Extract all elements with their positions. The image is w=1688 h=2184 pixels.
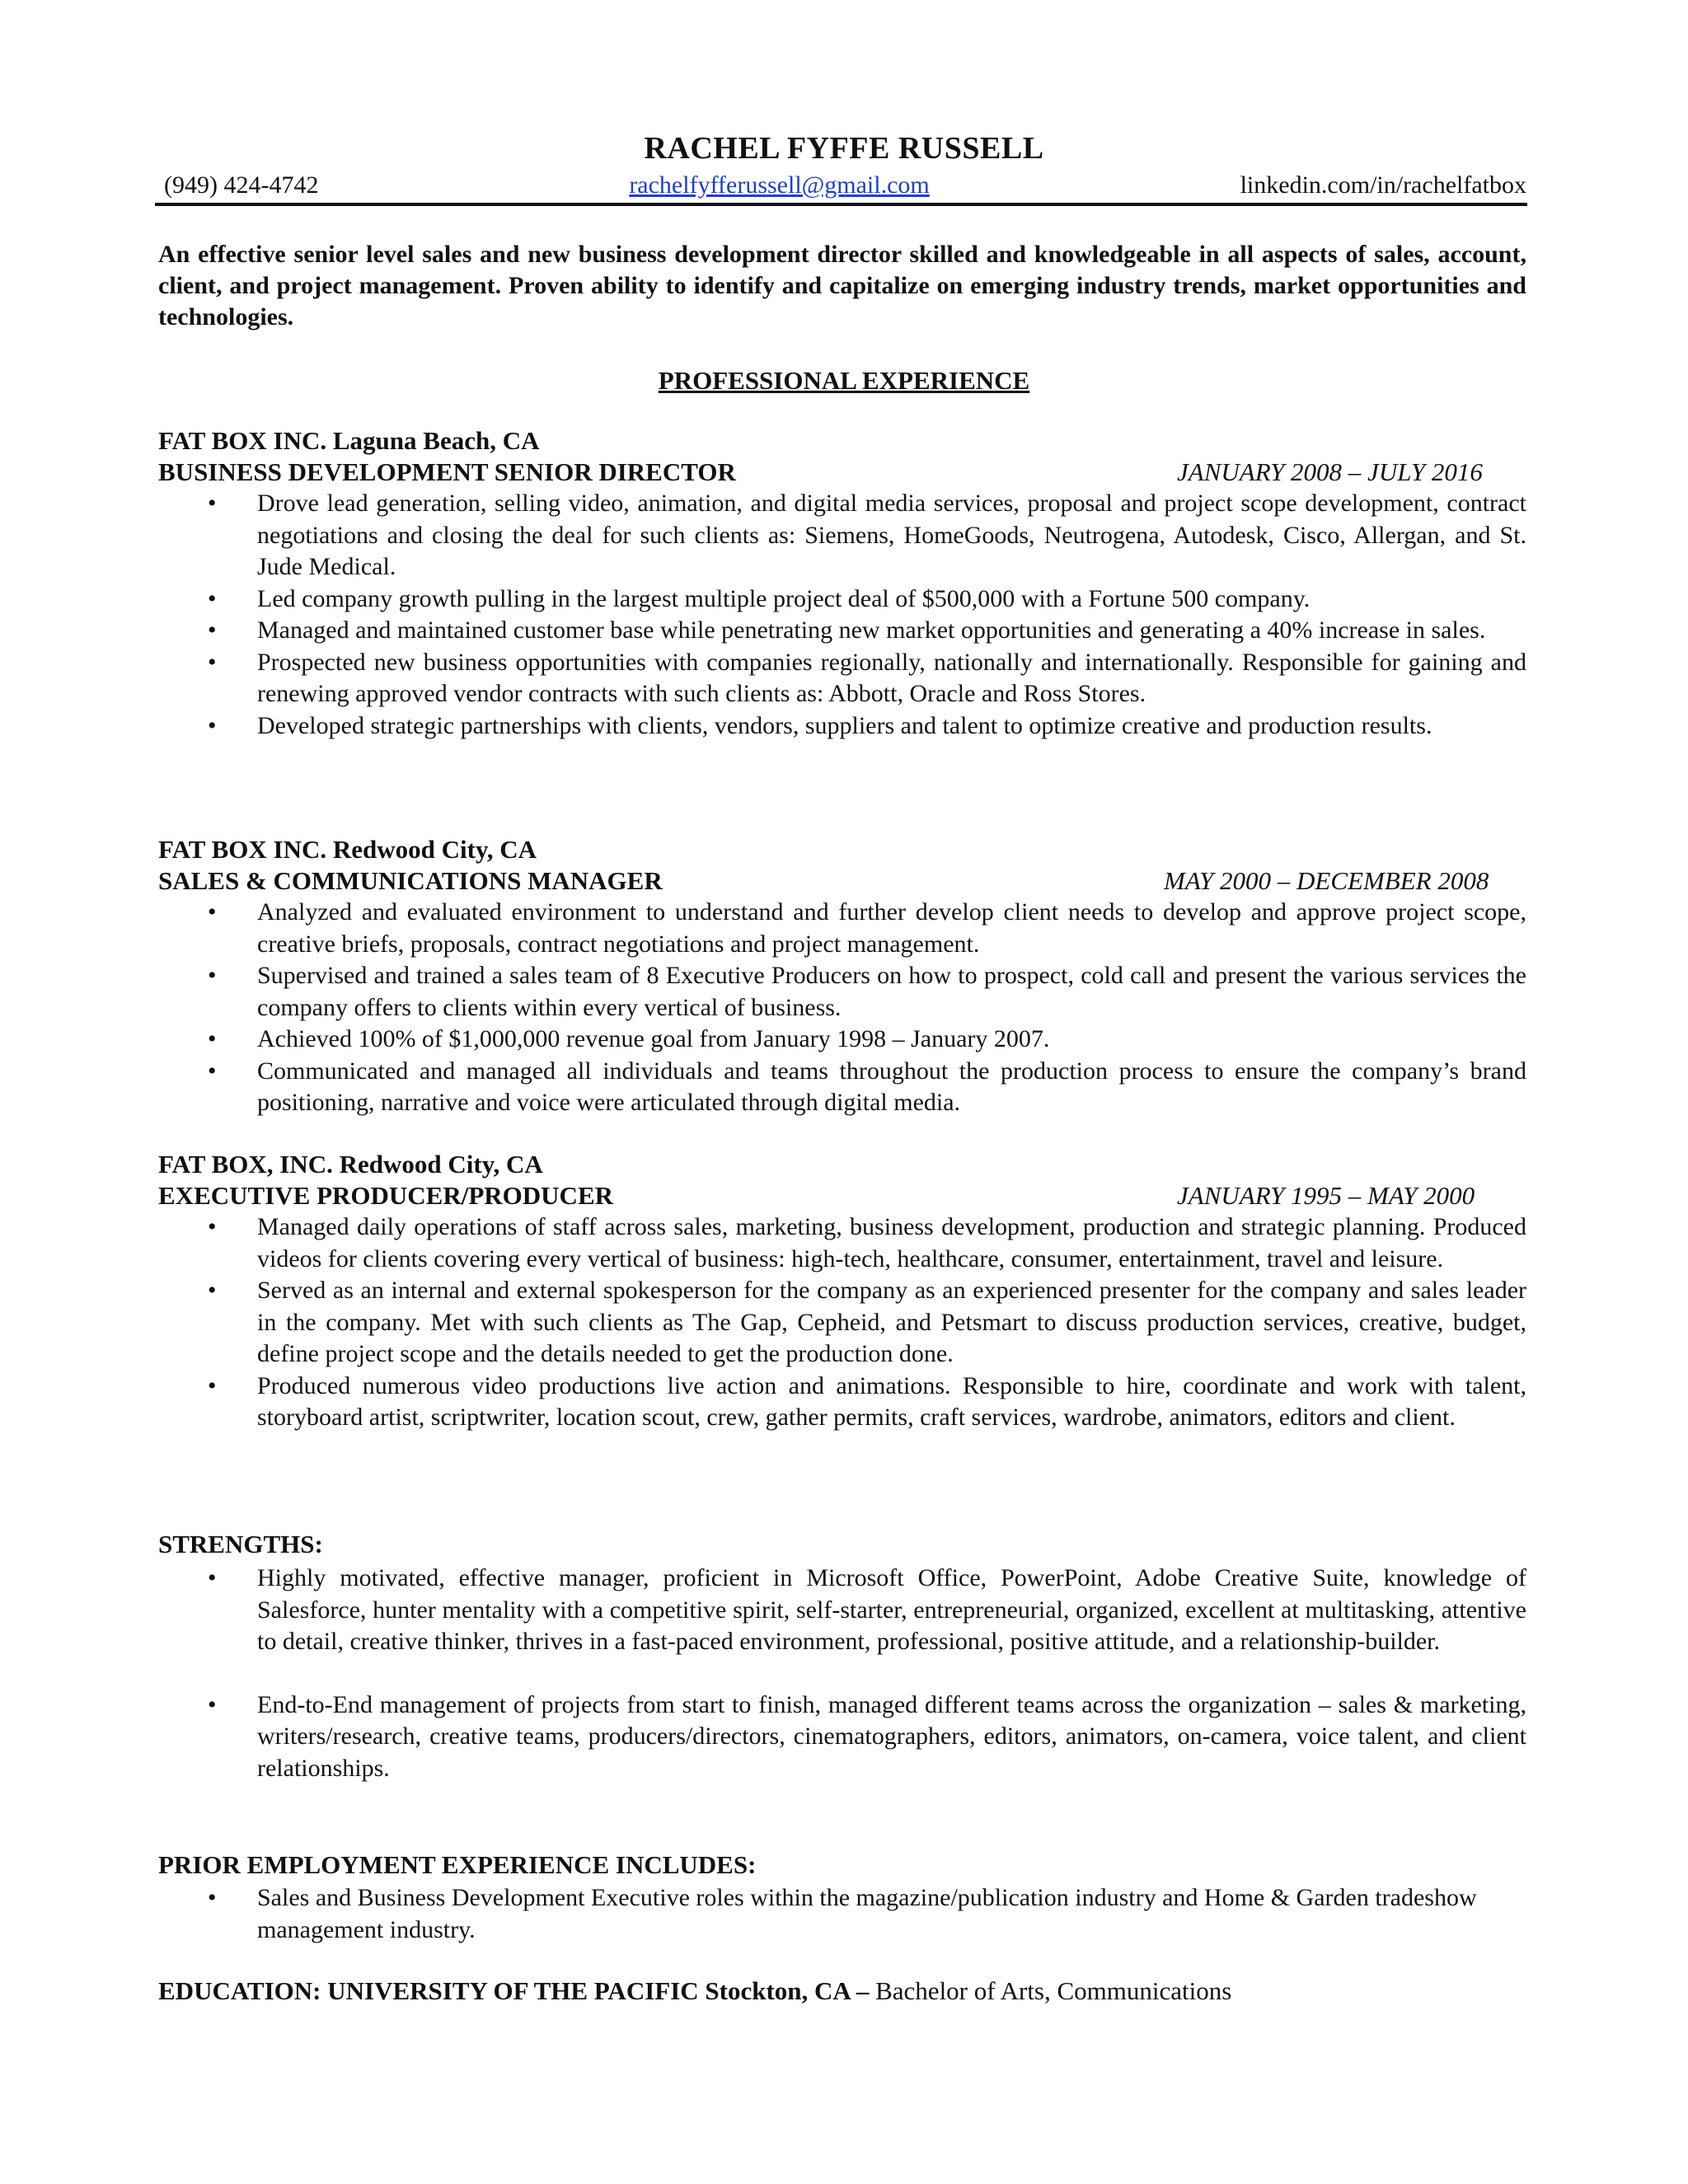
bullet-icon: • — [208, 1025, 217, 1052]
bullet-icon: • — [208, 1057, 217, 1085]
bullet-icon: • — [208, 1690, 217, 1718]
bullet-icon: • — [208, 1371, 217, 1399]
bullet-icon: • — [208, 711, 217, 739]
list-item: • Analyzed and evaluated environment to understand and further develop client needs to develop and approve project scope, creative briefs, proposals, contract negotiations and project management. — [208, 898, 1526, 958]
contact-bar — [164, 171, 1526, 199]
prior-employment-heading: PRIOR EMPLOYMENT EXPERIENCE INCLUDES: — [158, 1850, 757, 1879]
bullet-icon: • — [208, 1213, 217, 1240]
bullet-icon: • — [208, 1277, 217, 1304]
list-item: • Managed and maintained customer base while penetrating new market opportunities and generating a 40% increase in sales. — [158, 615, 1526, 647]
strengths-heading: STRENGTHS: — [158, 1530, 323, 1558]
list-item: • Served as an internal and external spokesperson for the company as an experienced presenter for the company and sales leader in the company. Met with such clients as The Gap, Cepheid, and Petsmart to discuss production services, creative, budget, define project scope and the details needed to get the production done. — [208, 1277, 1526, 1367]
bullet-icon: • — [208, 584, 217, 612]
section-title-experience: PROFESSIONAL EXPERIENCE — [658, 366, 1030, 395]
job-bullets — [158, 1212, 1526, 1434]
job-company: FAT BOX INC. Laguna Beach, CA — [158, 426, 540, 455]
bullet-icon: • — [208, 490, 217, 517]
list-item: • Sales and Business Development Executive roles within the magazine/publication industry and Home & Garden tradeshow management industry. — [208, 1884, 1477, 1943]
candidate-name: RACHEL FYFFE RUSSELL — [644, 131, 1044, 166]
list-item: • Highly motivated, effective manager, proficient in Microsoft Office, PowerPoint, Adobe Creative Suite, knowledge of Salesforce, hunter mentality with a competitive spirit, self-starter, entrepreneurial, organized, excellent at multitasking, attentive to detail, creative thinker, thrives in a fast-paced environment, professional, positive attitude, and a relationship-builder. — [208, 1564, 1526, 1655]
header-divider — [155, 203, 1527, 206]
job-title: SALES & COMMUNICATIONS MANAGER — [158, 866, 663, 895]
job-entry — [158, 1149, 1526, 1434]
job-title-row — [158, 1180, 1526, 1212]
bullet-icon: • — [208, 962, 217, 989]
job-entry — [158, 834, 1526, 1119]
bullet-icon: • — [208, 1884, 217, 1911]
job-title-row — [158, 865, 1526, 897]
list-item: • End-to-End management of projects from start to finish, managed different teams across the organization – sales & marketing, writers/research, creative teams, producers/directors, cinematographers, editors, animators, on-camera, voice talent, and client relationships. — [208, 1690, 1526, 1782]
prior-employment-list — [158, 1882, 1493, 1946]
list-item: • Prospected new business opportunities with companies regionally, nationally and internationally. Responsible for gaining and renewing approved vendor contracts with such clients as: Abbott, Oracle and Ross Stores. — [208, 648, 1526, 707]
job-company: FAT BOX INC. Redwood City, CA — [158, 835, 537, 864]
job-title: BUSINESS DEVELOPMENT SENIOR DIRECTOR — [158, 457, 736, 486]
summary-paragraph: An effective senior level sales and new business development director skilled and knowledgeable in all aspects of sales, account, client, and project management. Proven ability to identify and capitalize on emerging industry trends, market opportunities and technologies. — [158, 241, 1526, 330]
job-bullets — [158, 488, 1526, 742]
email-link[interactable]: rachelfyfferussell@gmail.com — [629, 171, 930, 199]
list-item: • Developed strategic partnerships with clients, vendors, suppliers and talent to optimize creative and production results. — [158, 710, 1526, 743]
linkedin-url: linkedin.com/in/rachelfatbox — [1240, 171, 1526, 199]
list-item: • Supervised and trained a sales team of 8 Executive Producers on how to prospect, cold call and present the various services the company offers to clients within every vertical of business. — [208, 962, 1526, 1021]
strengths-list — [158, 1563, 1526, 1784]
bullet-icon: • — [208, 616, 217, 644]
job-entry — [158, 425, 1526, 742]
phone-number: (949) 424-4742 — [164, 171, 319, 199]
list-item: • Achieved 100% of $1,000,000 revenue goal from January 1998 – January 2007. — [158, 1024, 1526, 1056]
bullet-icon: • — [208, 1564, 217, 1591]
job-company: FAT BOX, INC. Redwood City, CA — [158, 1150, 543, 1179]
list-item: • Drove lead generation, selling video, animation, and digital media services, proposal and project scope development, contract negotiations and closing the deal for such clients as: Siemens, HomeGoods, Neutrogena, Autodesk, Cisco, Allergan, and St. Jude Medical. — [208, 490, 1526, 580]
bullet-icon: • — [208, 898, 217, 926]
bullet-icon: • — [208, 648, 217, 676]
list-item: • Led company growth pulling in the largest multiple project deal of $500,000 with a Fortune 500 company. — [158, 583, 1526, 616]
list-item: • Managed daily operations of staff across sales, marketing, business development, production and strategic planning. Produced videos for clients covering every vertical of business: high-tech, healthcare, consumer, entertainment, travel and leisure. — [208, 1213, 1526, 1272]
list-item: • Produced numerous video productions live action and animations. Responsible to hire, coordinate and work with talent, storyboard artist, scriptwriter, location scout, crew, gather permits, craft services, wardrobe, animators, editors and client. — [208, 1371, 1526, 1431]
job-bullets — [158, 897, 1526, 1119]
job-title: EXECUTIVE PRODUCER/PRODUCER — [158, 1181, 614, 1210]
education-line — [158, 1976, 1231, 2006]
job-dates: JANUARY 2008 – JULY 2016 — [1177, 457, 1483, 486]
job-dates: JANUARY 1995 – MAY 2000 — [1177, 1181, 1475, 1210]
education-label: EDUCATION: UNIVERSITY OF THE PACIFIC Stockton, CA – — [158, 1976, 870, 2005]
job-dates: MAY 2000 – DECEMBER 2008 — [1164, 866, 1489, 895]
job-title-row — [158, 457, 1526, 488]
education-degree: Bachelor of Arts, Communications — [875, 1976, 1232, 2005]
list-item: • Communicated and managed all individuals and teams throughout the production process to ensure the company’s brand positioning, narrative and voice were articulated through digital media. — [208, 1057, 1526, 1116]
